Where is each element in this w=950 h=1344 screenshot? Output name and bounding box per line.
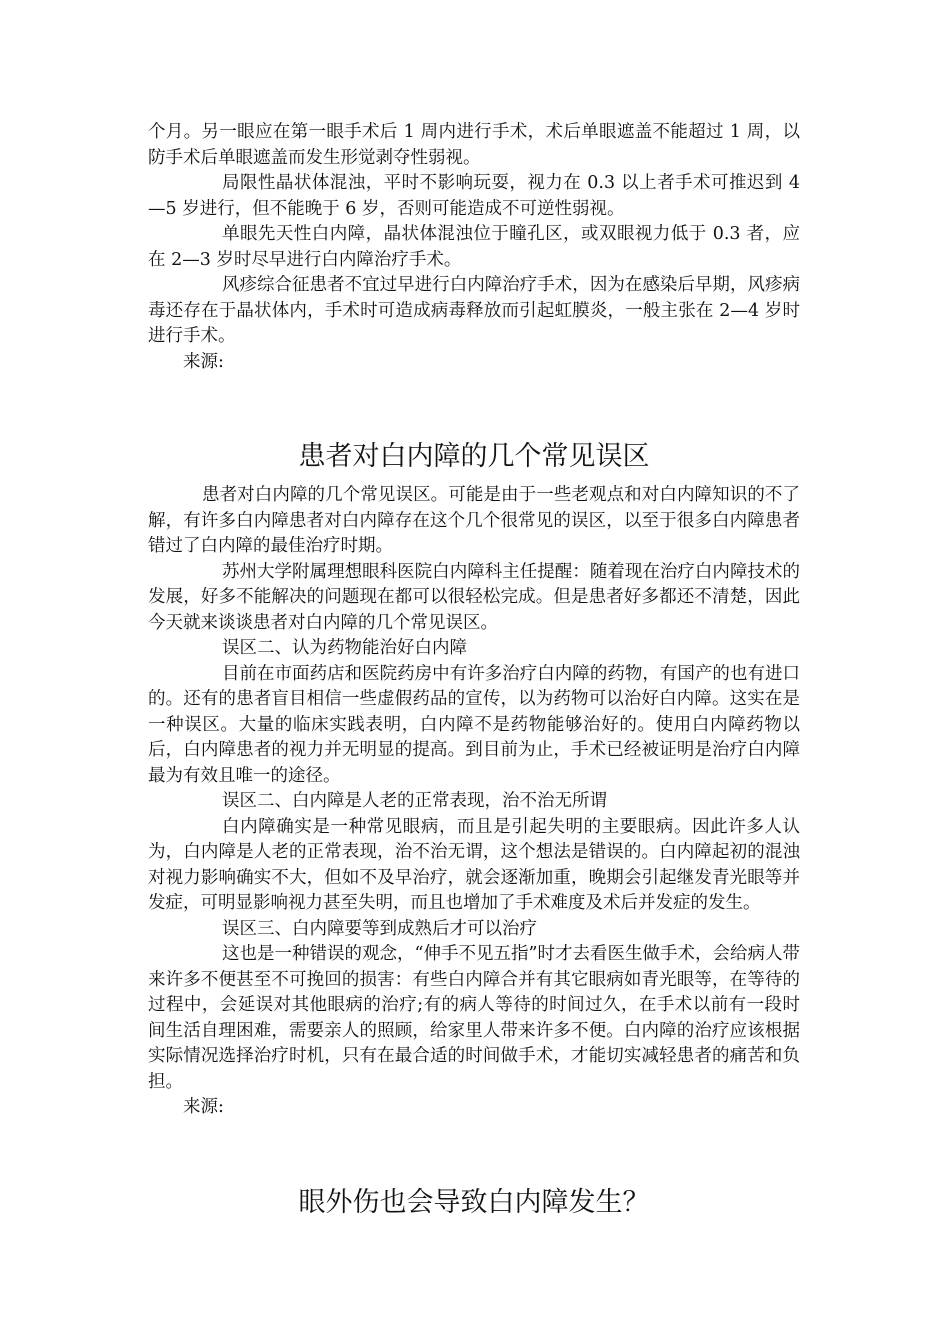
paragraph: 个月。另一眼应在第一眼手术后 1 周内进行手术，术后单眼遮盖不能超过 1 周，以防手术后单眼遮盖而发生形觉剥夺性弱视。 xyxy=(148,122,800,168)
source-label: 来源: xyxy=(183,351,224,372)
subheading: 误区三、白内障要等到成熟后才可以治疗 xyxy=(222,918,537,939)
paragraph: 苏州大学附属理想眼科医院白内障科主任提醒：随着现在治疗白内障技术的发展，好多不能解决的问题现在都可以很轻松完成。但是患者好多都还不清楚，因此今天就来谈谈患者对白内障的几个常见误区。 xyxy=(148,561,800,633)
intro-paragraph: 患者对白内障的几个常见误区。可能是由于一些老观点和对白内障知识的不了解，有许多白内障患者对白内障存在这个几个很常见的误区，以至于很多白内障患者错过了白内障的最佳治疗时期。 xyxy=(148,485,800,556)
paragraph: 这也是一种错误的观念，“伸手不见五指”时才去看医生做手术，会给病人带来许多不便甚至不可挽回的损害：有些白内障合并有其它眼病如青光眼等，在等待的过程中，会延误对其他眼病的治疗;有的病人等待的时间过久，在手术以前有一段时间生活自理困难，需要亲人的照顾，给家里人带来许多不便。白内障的治疗应该根据实际情况选择治疗时机，只有在最合适的时间做手术，才能切实减轻患者的痛苦和负担。 xyxy=(148,944,800,1092)
paragraph: 局限性晶状体混浊，平时不影响玩耍，视力在 0.3 以上者手术可推迟到 4—5 岁进行，但不能晚于 6 岁，否则可能造成不可逆性弱视。 xyxy=(148,173,800,219)
paragraph: 白内障确实是一种常见眼病，而且是引起失明的主要眼病。因此许多人认为，白内障是人老的正常表现，治不治无谓，这个想法是错误的。白内障起初的混浊对视力影响确实不大，但如不及早治疗，就会逐渐加重，晚期会引起继发青光眼等并发症，可明显影响视力甚至失明，而且也增加了手术难度及术后并发症的发生。 xyxy=(148,816,800,913)
subheading: 误区二、白内障是人老的正常表现，治不治无所谓 xyxy=(222,791,607,811)
section-title: 眼外伤也会导致白内障发生？ xyxy=(298,1186,650,1218)
paragraph: 单眼先天性白内障，晶状体混浊位于瞳孔区，或双眼视力低于 0.3 者，应在 2—3 岁时尽早进行白内障治疗手术。 xyxy=(148,224,800,270)
source-label: 来源: xyxy=(183,1097,224,1117)
paragraph: 目前在市面药店和医院药房中有许多治疗白内障的药物，有国产的也有进口的。还有的患者盲目相信一些虚假药品的宣传，以为药物可以治好白内障。这实在是一种误区。大量的临床实践表明，白内障不是药物能够治好的。使用白内障药物以后，白内障患者的视力并无明显的提高。到目前为止，手术已经被证明是治疗白内障最为有效且唯一的途径。 xyxy=(148,663,800,786)
paragraph: 风疹综合征患者不宜过早进行白内障治疗手术，因为在感染后早期，风疹病毒还存在于晶状体内，手术时可造成病毒释放而引起虹膜炎，一般主张在 2—4 岁时进行手术。 xyxy=(148,275,800,346)
document-content xyxy=(148,120,800,1221)
subheading: 误区二、认为药物能治好白内障 xyxy=(222,638,467,658)
section-title: 患者对白内障的几个常见误区 xyxy=(298,441,650,472)
